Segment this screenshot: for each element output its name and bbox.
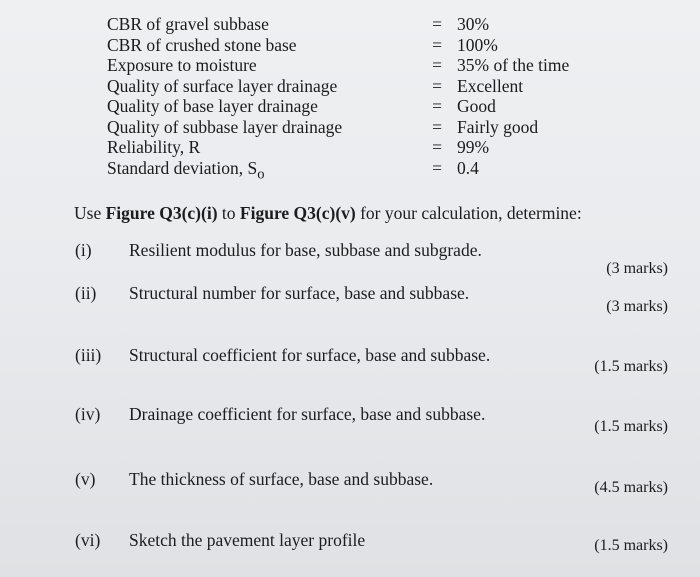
question-text: Structural number for surface, base and subbase. (129, 283, 470, 303)
instruction-pre: Use (74, 203, 106, 223)
question-text: Resilient modulus for base, subbase and subgrade. (129, 240, 482, 260)
parameter-label: CBR of gravel subbase (107, 14, 269, 34)
parameter-value: 30% (457, 14, 490, 34)
equals-sign: = (432, 96, 442, 116)
figure-ref-end: Figure Q3(c)(v) (239, 203, 356, 223)
parameter-label: Quality of surface layer drainage (107, 75, 338, 96)
parameter-label (107, 158, 264, 185)
instruction-text (74, 203, 582, 224)
parameter-value: Excellent (457, 75, 524, 96)
parameter-label: Exposure to moisture (107, 55, 257, 75)
question-number: (i) (75, 240, 92, 260)
parameter-label: Reliability, R (107, 137, 201, 157)
question-number: (iv) (75, 404, 101, 424)
parameter-label: Quality of subbase layer drainage (107, 116, 343, 137)
question-text: Sketch the pavement layer profile (129, 530, 366, 550)
question-marks: (3 marks) (606, 298, 668, 315)
parameter-value: Good (457, 96, 496, 116)
equals-sign: = (432, 157, 442, 178)
question-number: (ii) (75, 283, 97, 303)
figure-ref-start: Figure Q3(c)(i) (105, 203, 218, 223)
question-marks: (1.5 marks) (594, 418, 668, 435)
parameter-label: CBR of crushed stone base (107, 34, 297, 55)
parameter-label-text: Standard deviation, S (107, 157, 258, 178)
question-text: Drainage coefficient for surface, base and subbase. (129, 404, 486, 424)
question-marks: (1.5 marks) (594, 358, 668, 375)
parameter-value: 99% (457, 137, 490, 157)
question-marks: (3 marks) (606, 260, 668, 277)
parameter-value: Fairly good (457, 116, 539, 137)
equals-sign: = (432, 14, 442, 34)
question-text: The thickness of surface, base and subbase. (129, 469, 434, 489)
question-marks: (1.5 marks) (594, 537, 668, 554)
question-marks: (4.5 marks) (594, 479, 668, 496)
parameter-value: 35% of the time (457, 55, 570, 75)
question-number: (vi) (75, 530, 101, 550)
equals-sign: = (432, 116, 442, 137)
question-number: (iii) (75, 345, 102, 365)
equals-sign: = (432, 137, 442, 157)
equals-sign: = (432, 75, 442, 96)
instruction-mid: to (217, 203, 240, 223)
equals-sign: = (432, 34, 442, 55)
equals-sign: = (432, 55, 442, 75)
parameter-label: Quality of base layer drainage (107, 96, 318, 116)
question-number: (v) (75, 469, 96, 489)
instruction-post: for your calculation, determine: (355, 203, 582, 223)
parameter-value: 100% (457, 34, 498, 55)
question-text: Structural coefficient for surface, base and subbase. (129, 345, 491, 365)
subscript: o (257, 166, 265, 182)
parameter-value: 0.4 (457, 157, 479, 178)
